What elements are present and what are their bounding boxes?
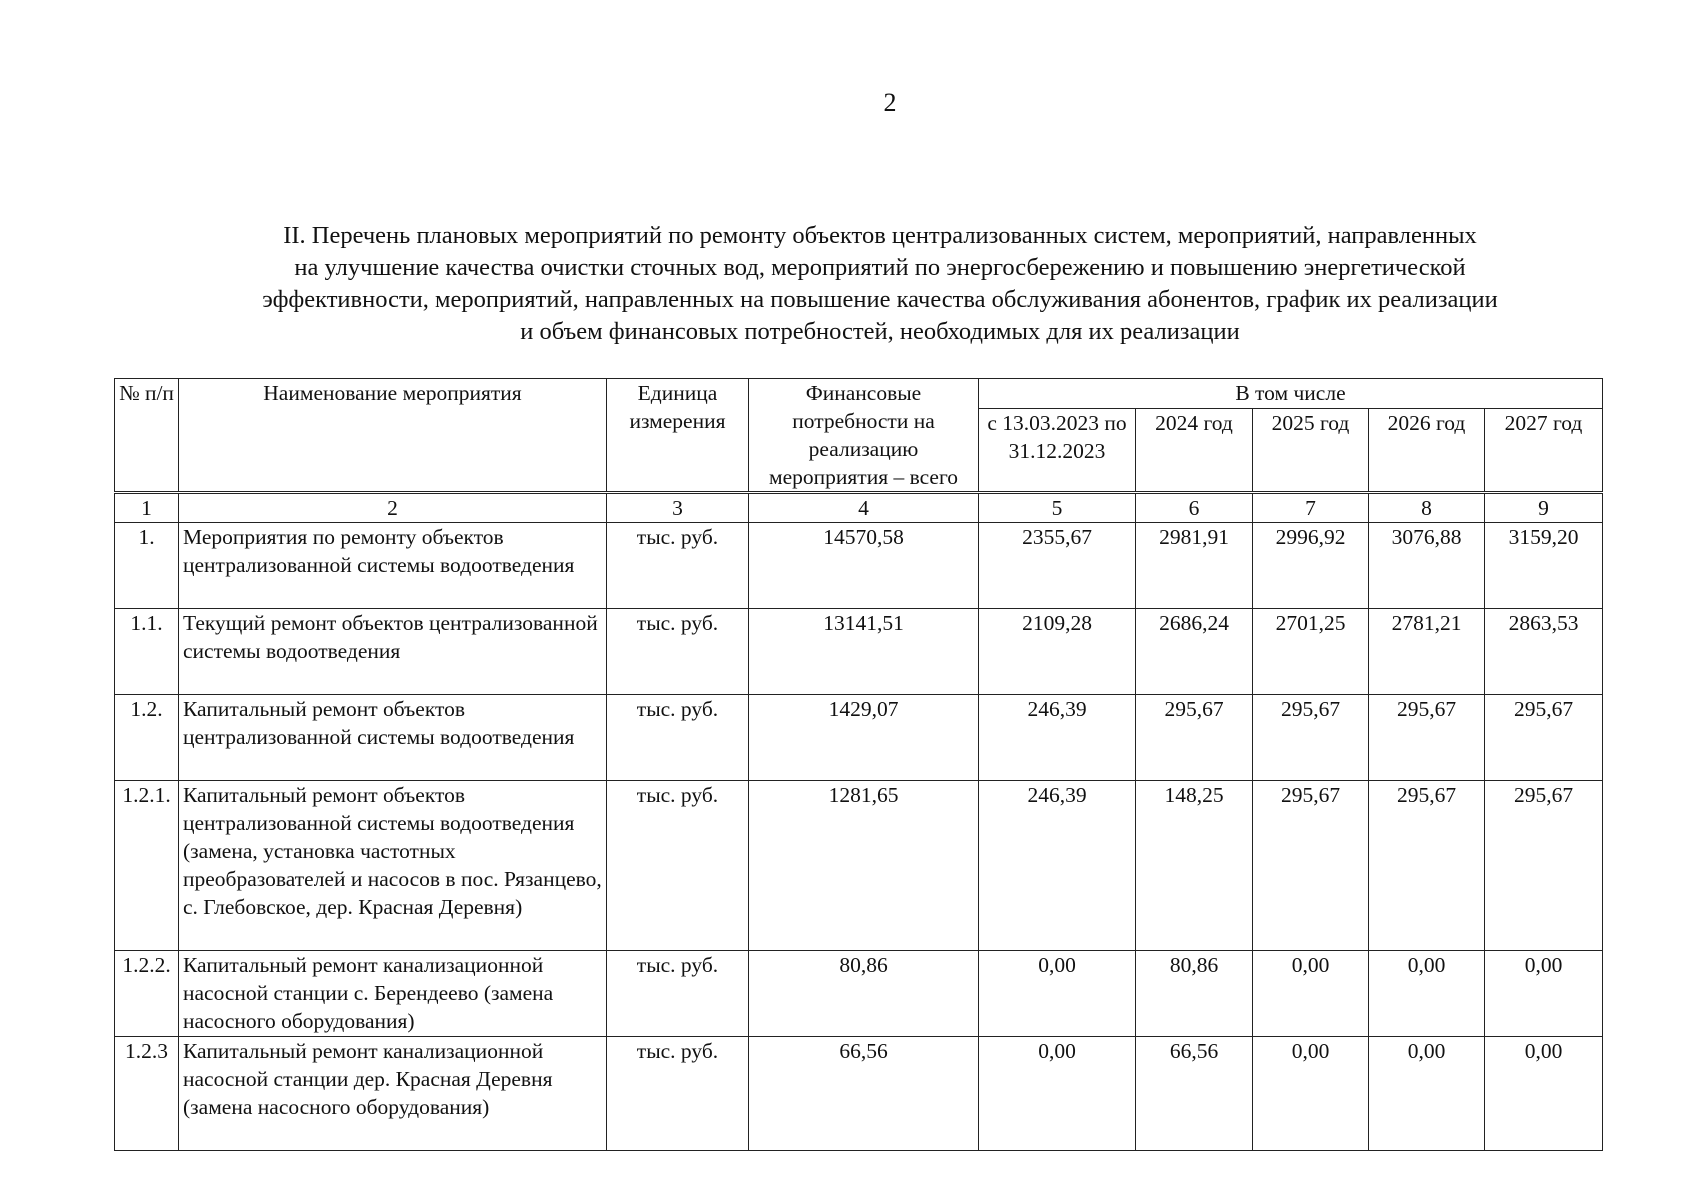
title-line: и объем финансовых потребностей, необходимых для их реализации	[520, 318, 1240, 345]
column-number: 1	[115, 493, 179, 523]
row-period-2023: 0,00	[979, 951, 1136, 1037]
row-name: Капитальный ремонт канализационной насосной станции с. Берендеево (замена насосного оборудования)	[179, 951, 607, 1037]
table-row	[115, 1037, 1603, 1151]
title-line: эффективности, мероприятий, направленных на повышение качества обслуживания абонентов, график их реализации	[262, 286, 1498, 313]
row-total: 80,86	[749, 951, 979, 1037]
row-num: 1.2.	[115, 695, 179, 781]
row-2027: 295,67	[1485, 781, 1603, 951]
header-year-2027: 2027 год	[1485, 408, 1603, 492]
row-unit: тыс. руб.	[607, 1037, 749, 1151]
row-name: Мероприятия по ремонту объектов централизованной системы водоотведения	[179, 523, 607, 609]
table-row	[115, 781, 1603, 951]
column-number: 2	[179, 493, 607, 523]
row-2027: 295,67	[1485, 695, 1603, 781]
section-title	[130, 220, 1630, 348]
row-2025: 295,67	[1253, 695, 1369, 781]
row-unit: тыс. руб.	[607, 523, 749, 609]
row-2026: 0,00	[1369, 951, 1485, 1037]
row-name: Капитальный ремонт объектов централизованной системы водоотведения (замена, установка частотных преобразователей и насосов в пос. Рязанцево, с. Глебовское, дер. Красная Деревня)	[179, 781, 607, 951]
row-total: 13141,51	[749, 609, 979, 695]
row-num: 1.2.3	[115, 1037, 179, 1151]
row-2027: 2863,53	[1485, 609, 1603, 695]
row-total: 1429,07	[749, 695, 979, 781]
row-2025: 295,67	[1253, 781, 1369, 951]
header-year-2024: 2024 год	[1136, 408, 1253, 492]
page-number: 2	[883, 88, 897, 117]
column-number: 4	[749, 493, 979, 523]
row-2026: 0,00	[1369, 1037, 1485, 1151]
row-name: Капитальный ремонт канализационной насосной станции дер. Красная Деревня (замена насосного оборудования)	[179, 1037, 607, 1151]
table-row	[115, 523, 1603, 609]
row-2026: 3076,88	[1369, 523, 1485, 609]
row-num: 1.2.2.	[115, 951, 179, 1037]
row-unit: тыс. руб.	[607, 695, 749, 781]
header-year-2025: 2025 год	[1253, 408, 1369, 492]
row-total: 66,56	[749, 1037, 979, 1151]
row-2027: 0,00	[1485, 951, 1603, 1037]
column-number: 8	[1369, 493, 1485, 523]
row-unit: тыс. руб.	[607, 609, 749, 695]
measures-table	[114, 378, 1603, 1151]
header-period-2023: с 13.03.2023 по 31.12.2023	[979, 408, 1136, 492]
row-period-2023: 2355,67	[979, 523, 1136, 609]
row-2025: 2996,92	[1253, 523, 1369, 609]
table-row	[115, 609, 1603, 695]
header-unit: Единица измерения	[607, 379, 749, 493]
row-total: 14570,58	[749, 523, 979, 609]
title-line: на улучшение качества очистки сточных вод, мероприятий по энергосбережению и повышению энергетической	[294, 254, 1466, 281]
header-num: № п/п	[115, 379, 179, 493]
column-number: 3	[607, 493, 749, 523]
column-number: 7	[1253, 493, 1369, 523]
row-name: Капитальный ремонт объектов централизованной системы водоотведения	[179, 695, 607, 781]
row-period-2023: 0,00	[979, 1037, 1136, 1151]
header-including: В том числе	[979, 379, 1603, 409]
table-row	[115, 695, 1603, 781]
row-unit: тыс. руб.	[607, 781, 749, 951]
row-2024: 2981,91	[1136, 523, 1253, 609]
row-2025: 2701,25	[1253, 609, 1369, 695]
row-2025: 0,00	[1253, 1037, 1369, 1151]
row-num: 1.2.1.	[115, 781, 179, 951]
row-period-2023: 246,39	[979, 695, 1136, 781]
row-name: Текущий ремонт объектов централизованной системы водоотведения	[179, 609, 607, 695]
row-unit: тыс. руб.	[607, 951, 749, 1037]
table-row	[115, 951, 1603, 1037]
header-year-2026: 2026 год	[1369, 408, 1485, 492]
column-number: 9	[1485, 493, 1603, 523]
row-period-2023: 2109,28	[979, 609, 1136, 695]
title-line: II. Перечень плановых мероприятий по ремонту объектов централизованных систем, мероприятий, направленных	[283, 222, 1477, 249]
row-period-2023: 246,39	[979, 781, 1136, 951]
column-number-row	[115, 493, 1603, 523]
header-name: Наименование мероприятия	[179, 379, 607, 493]
row-2024: 2686,24	[1136, 609, 1253, 695]
row-num: 1.	[115, 523, 179, 609]
row-2025: 0,00	[1253, 951, 1369, 1037]
row-2026: 2781,21	[1369, 609, 1485, 695]
row-2024: 80,86	[1136, 951, 1253, 1037]
header-finance: Финансовые потребности на реализацию мероприятия – всего	[749, 379, 979, 493]
row-2026: 295,67	[1369, 695, 1485, 781]
column-number: 5	[979, 493, 1136, 523]
row-2024: 295,67	[1136, 695, 1253, 781]
row-2024: 66,56	[1136, 1037, 1253, 1151]
row-2026: 295,67	[1369, 781, 1485, 951]
row-total: 1281,65	[749, 781, 979, 951]
row-2027: 3159,20	[1485, 523, 1603, 609]
row-num: 1.1.	[115, 609, 179, 695]
column-number: 6	[1136, 493, 1253, 523]
row-2024: 148,25	[1136, 781, 1253, 951]
row-2027: 0,00	[1485, 1037, 1603, 1151]
